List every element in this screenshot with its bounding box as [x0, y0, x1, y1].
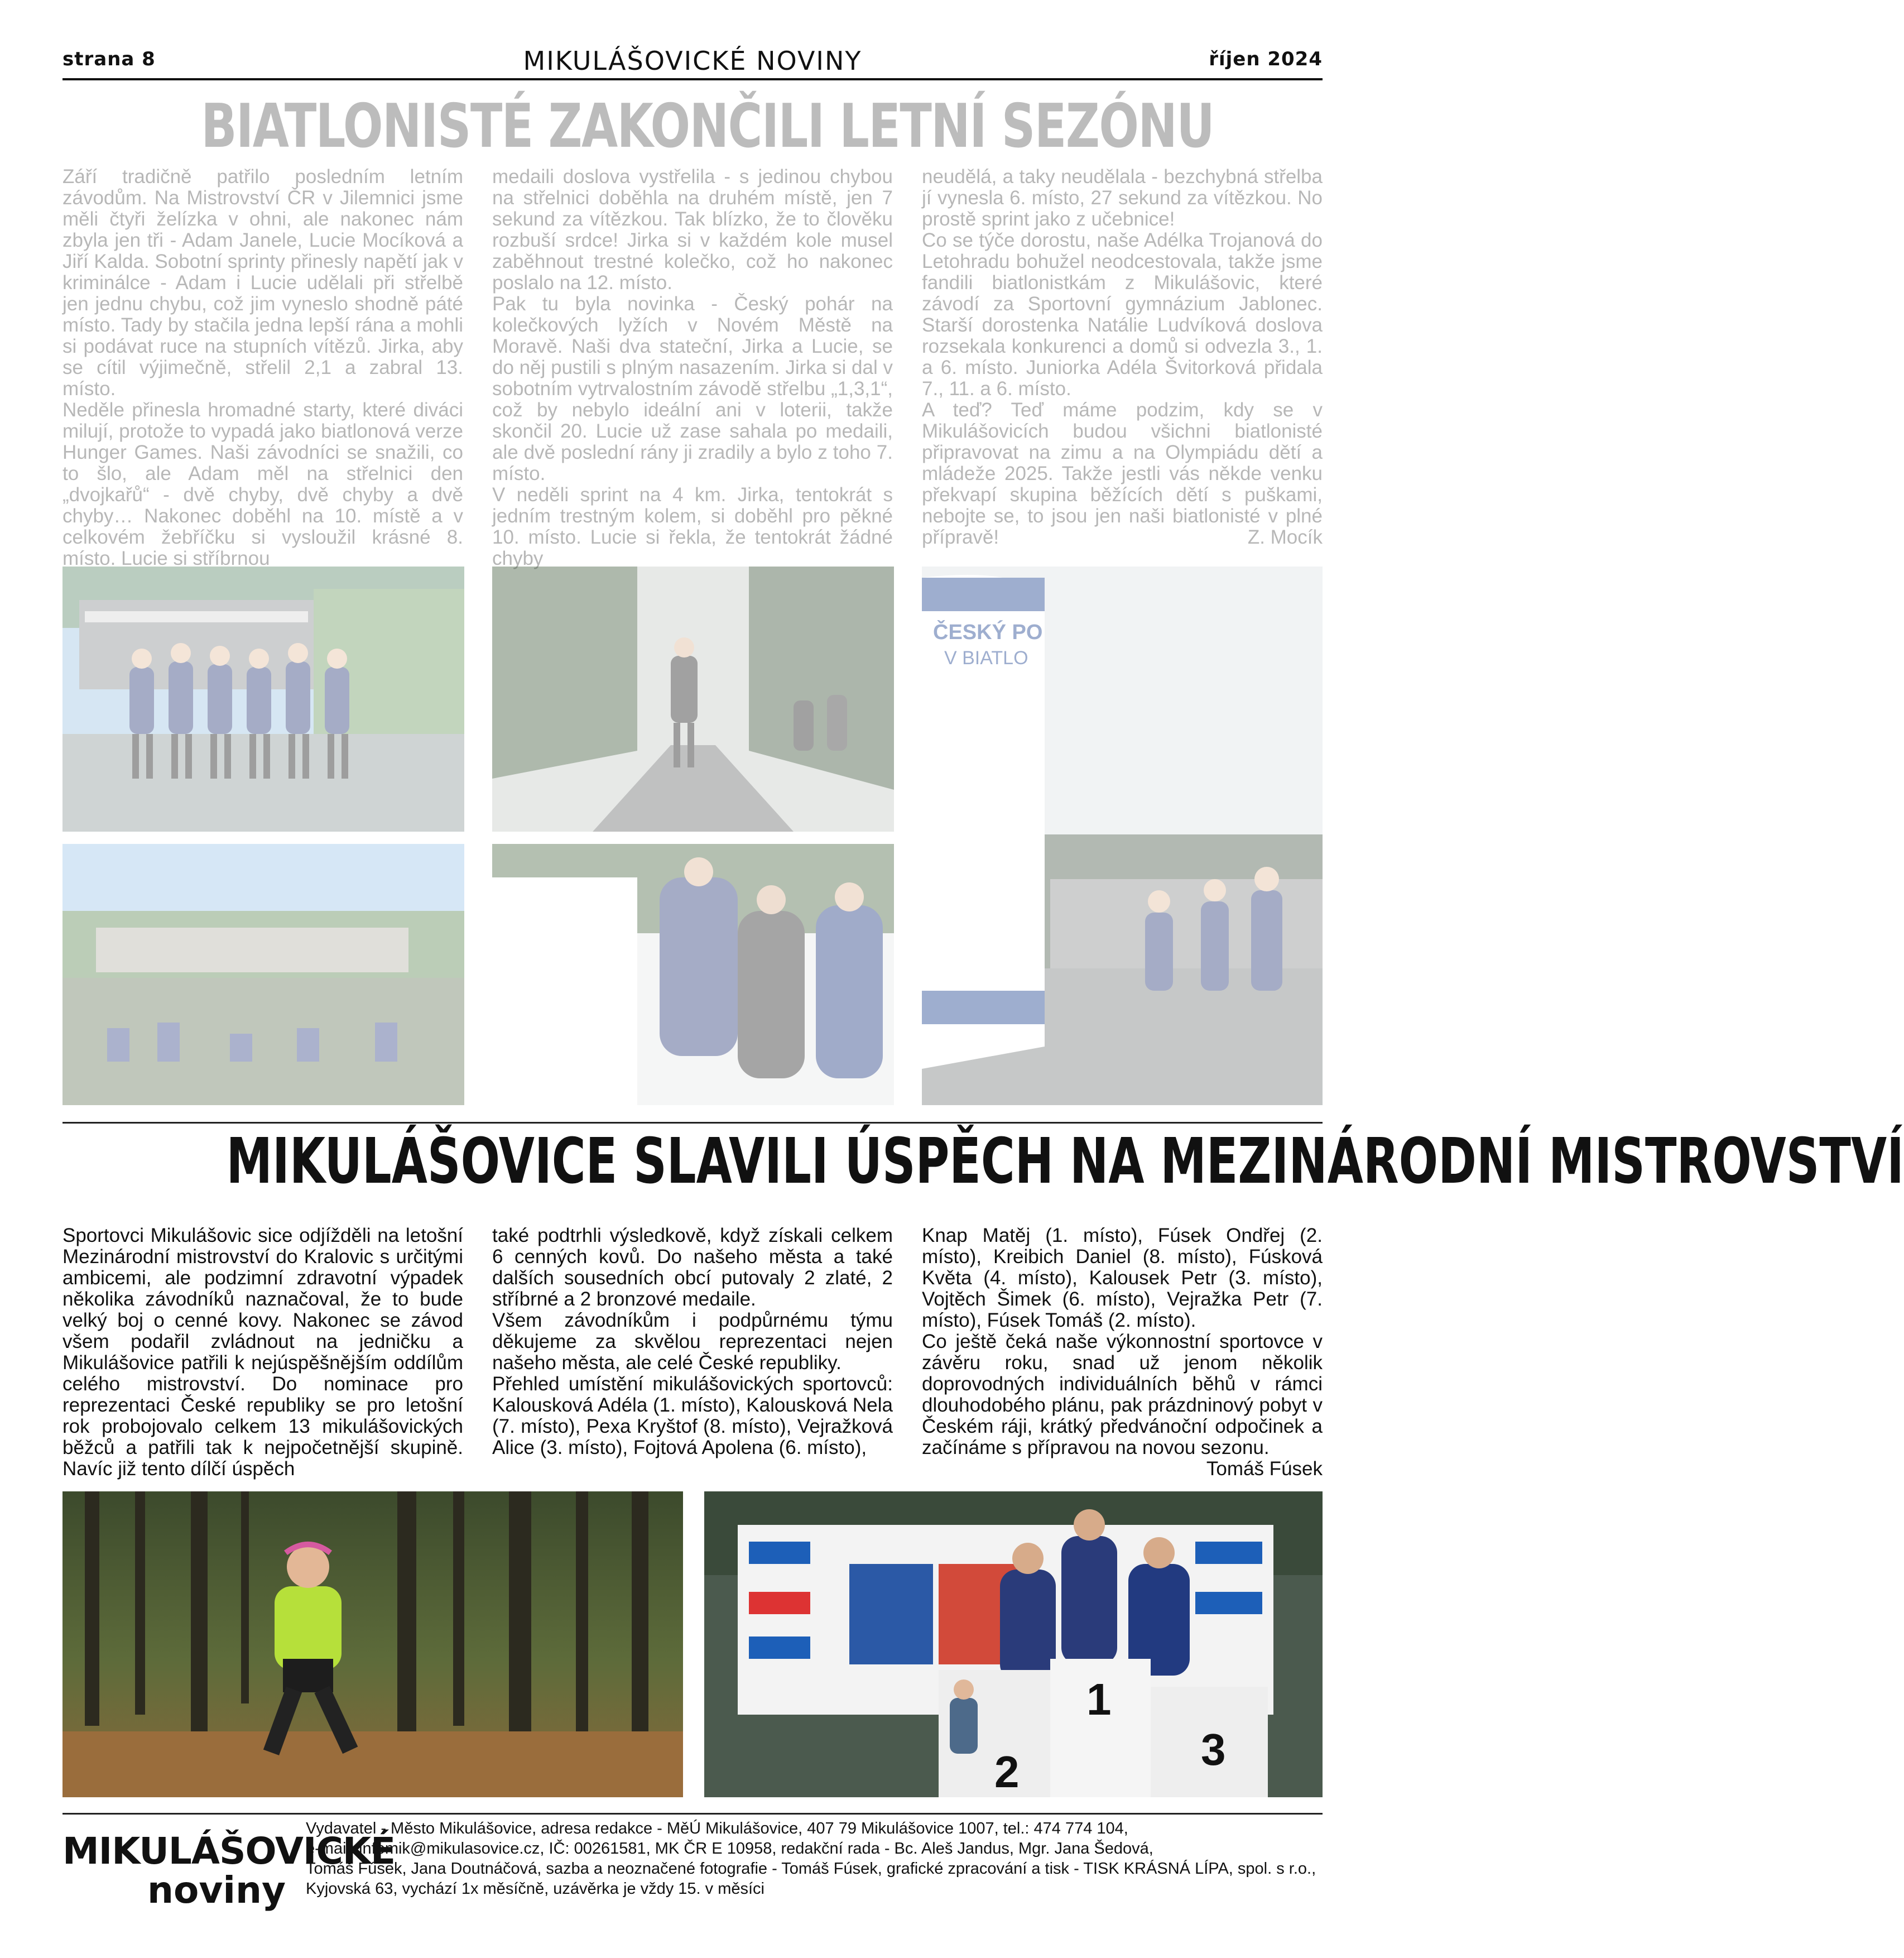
- photo-award-ceremony: [492, 844, 894, 1105]
- article2-body: [62, 1225, 1323, 1487]
- photo-image: [492, 844, 894, 1105]
- paragraph: Co se týče dorostu, naše Adélka Trojanová do Letohradu bohužel neodcestovala, takže jsme fandili biatlonistkám z Mikulášovic, které závodí za Sportovní gymnázium Jablonec. Starší dorostenka Natálie Ludvíková doslova rozsekala konkurenci a domů si odvezla 3., 1. a 6. místo. Juniorka Adéla Švitorková přidala 7., 11. a 6. místo.: [922, 229, 1323, 400]
- podium-first: 1: [1086, 1674, 1112, 1724]
- masthead-title: MIKULÁŠOVICKÉ NOVINY: [523, 46, 862, 76]
- paragraph: Pak tu byla novinka - Český pohár na kolečkových lyžích v Novém Městě na Moravě. Naši dva stateční, Jirka a Lucie, se do něj pustili s plným nasazením. Jirka si dal v sobotním vytrvalostním závodě střelbu „1,3,1“, což by nebylo ideální ani v loterii, takže skončil 20. Lucie už zase sahala po medaili, ale dvě poslední rány ji zradily a bylo z toho 7. místo.: [492, 293, 893, 484]
- logo-line-2: noviny: [147, 1869, 286, 1912]
- newspaper-logo: [62, 1830, 396, 1919]
- banner-text-2: V BIATLO: [944, 647, 1028, 669]
- article2-headline: MIKULÁŠOVICE SLAVILI ÚSPĚCH NA MEZINÁRODNÍ MISTROVSTVÍ: [226, 1125, 1904, 1198]
- paragraph: [922, 400, 1323, 548]
- author-signature: Z. Mocík: [1247, 526, 1323, 548]
- imprint-line: Kyjovská 63, vychází 1x měsíčně, uzávěrka je vždy 15. v měsíci: [306, 1880, 765, 1898]
- article2-column-1: [62, 1225, 463, 1480]
- paragraph: Všem závodníkům i podpůrnému týmu děkujeme za skvělou reprezentaci nejen našeho města, ale celé České republiky.: [492, 1309, 893, 1374]
- issue-date: říjen 2024: [1209, 48, 1323, 70]
- paragraph: V neděli sprint na 4 km. Jirka, tentokrát s jedním trestným kolem, si doběhl pro pěkné 10. místo. Lucie si řekla, že tentokrát žádné chyby: [492, 484, 893, 569]
- paragraph-text: A teď? Teď máme podzim, kdy se v Mikulášovicích budou všichni biatlonisté připravovat na zimu a na Olympiádu dětí a mládeže 2025. Takže jestli vás někde venku překvapí skupina běžících dětí s puškami, nebojte se, to jsou jen naši biatlonisté v plné přípravě!: [922, 399, 1323, 548]
- photo-shooting-range: [62, 844, 464, 1105]
- paragraph: Sportovci Mikulášovic sice odjížděli na letošní Mezinárodní mistrovství do Kralovic s určitými ambicemi, ale podzimní zdravotní výpadek několika závodníků naznačoval, že to bude velký boj o cenné kovy. Nakonec se závod všem podařil zvládnout na jedničku a Mikulášovice patřili k nejúspěšnějším oddílům celého mistrovství. Do nominace pro reprezentaci České republiky se pro letošní rok probojovalo celkem 13 mikulášovických běžců a patřili tak k nejpočetnější skupině. Navíc již tento dílčí úspěch: [62, 1225, 463, 1480]
- page-header: [62, 44, 1323, 77]
- paragraph-text: Co ještě čeká naše výkonnostní sportovce v závěru roku, snad už jenom několik doprovodných individuálních běhů v rámci dlouhodobého plánu, pak prázdninový pobyt v Českém ráji, krátký předvánoční odpočinek a začínáme s přípravou na novou sezonu.: [922, 1331, 1323, 1458]
- photo-image: [492, 567, 894, 832]
- paragraph: Září tradičně patřilo posledním letním závodům. Na Mistrovství ČR v Jilemnici jsme měli čtyři želízka v ohni, ale nakonec nám zbyla jen tři - Adam Janele, Lucie Mocíková a Jiří Kalda. Sobotní sprinty přinesly napětí jak v kriminálce - Adam i Lucie udělali při střelbě jen jednu chybu, což jim vyneslo shodně páté místo. Tady by stačila jedna lepší rána a mohli si podávat ruce na stupních vítězů. Jirka, aby se cítil výjimečně, střelil 2,1 a zabral 13. místo.: [62, 166, 463, 400]
- article1-column-1: [62, 166, 463, 569]
- photo-image: [704, 1491, 1323, 1797]
- article1-column-2: [492, 166, 893, 569]
- paragraph: Neděle přinesla hromadné starty, které diváci milují, protože to vypadá jako biatlonová verze Hunger Games. Naši závodníci se snažili, co to šlo, ale Adam měl na střelnici den „dvojkařů“ - dvě chyby, dvě chyby a dvě chyby… Nakonec doběhl na 10. místě a v celkovém žebříčku si vysloužil krásné 8. místo. Lucie si stříbrnou: [62, 399, 463, 569]
- header-rule: [62, 78, 1323, 80]
- photo-podium: [704, 1491, 1323, 1797]
- logo-line-1: MIKULÁŠOVICKÉ: [62, 1830, 396, 1873]
- section-divider: [62, 1122, 1323, 1124]
- photo-team-rollerski: [62, 567, 464, 832]
- photo-image: [922, 567, 1323, 1105]
- podium-third: 3: [1201, 1725, 1226, 1774]
- article1-headline: BIATLONISTÉ ZAKONČILI LETNÍ SEZÓNU: [201, 92, 1214, 161]
- paragraph: také podtrhli výsledkově, když získali celkem 6 cenných kovů. Do našeho města a také dalších sousedních obcí putovaly 2 zlaté, 2 stříbrné a 2 bronzové medaile.: [492, 1225, 893, 1310]
- photo-image: [62, 844, 464, 1105]
- article1-body: [62, 166, 1323, 569]
- photo-cesky-pohar-banner: [922, 567, 1323, 1105]
- page-number: strana 8: [62, 48, 156, 70]
- article2-column-2: [492, 1225, 893, 1458]
- photo-forest-runner: [62, 1491, 683, 1797]
- author-signature: Tomáš Fúsek: [1206, 1458, 1323, 1480]
- banner-text-1: ČESKÝ PO: [933, 621, 1043, 644]
- paragraph: medaili doslova vystřelila - s jedinou chybou na střelnici doběhla na druhém místě, jen 7 sekund za vítězkou. Tak blízko, že to člověku rozbuší srdce! Jirka si v každém kole musel zaběhnout trestné kolečko, což ho nakonec poslalo na 12. místo.: [492, 166, 893, 294]
- paragraph: Přehled umístění mikulášovických sportovců: Kalousková Adéla (1. místo), Kalousková Nela (7. místo), Pexa Kryštof (8. místo), Vejražková Alice (3. místo), Fojtová Apolena (6. místo),: [492, 1373, 893, 1458]
- footer-rule: [62, 1813, 1323, 1815]
- imprint-line: Tomáš Fúsek, Jana Doutnáčová, sazba a neoznačené fotografie - Tomáš Fúsek, grafické zpracování a tisk - TISK KRÁSNÁ LÍPA, spol. s r.o.,: [306, 1860, 1316, 1878]
- podium-second: 2: [994, 1747, 1020, 1797]
- imprint: [306, 1818, 1323, 1899]
- photo-image: [62, 567, 464, 832]
- paragraph: neudělá, a taky neudělala - bezchybná střelba jí vynesla 6. místo, 27 sekund za vítězkou. No prostě sprint jako z učebnice!: [922, 166, 1323, 230]
- article1-column-3: [922, 166, 1323, 548]
- paragraph: Knap Matěj (1. místo), Fúsek Ondřej (2. místo), Kreibich Daniel (8. místo), Fúsková Květa (4. místo), Kalousek Petr (3. místo), Vojtěch Šimek (6. místo), Vejražka Petr (7. místo), Fúsek Tomáš (2. místo).: [922, 1225, 1323, 1331]
- photo-image: [62, 1491, 683, 1797]
- imprint-line: Vydavatel - Město Mikulášovice, adresa redakce - MěÚ Mikulášovice, 407 79 Mikulášovice 1007, tel.: 474 774 104,: [306, 1820, 1128, 1837]
- paragraph: [922, 1331, 1323, 1480]
- photo-rollerski-race: [492, 567, 894, 832]
- article2-column-3: [922, 1225, 1323, 1480]
- imprint-line: e-mail: infomik@mikulasovice.cz, IČ: 00261581, MK ČR E 10958, redakční rada - Bc. Aleš Jandus, Mgr. Jana Šedová,: [306, 1840, 1153, 1858]
